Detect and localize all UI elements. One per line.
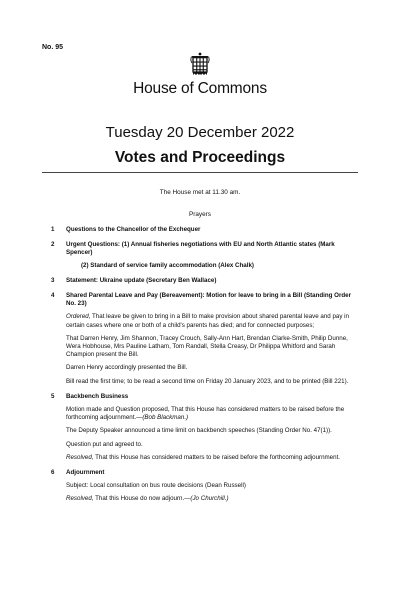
item-heading: Statement: Ukraine update (Secretary Ben Wallace) [66, 276, 217, 284]
list-item [42, 292, 360, 386]
item-number: 2 [51, 241, 55, 249]
list-item [42, 226, 360, 234]
list-item [42, 277, 360, 285]
item-number: 4 [51, 292, 55, 300]
list-item [42, 393, 360, 462]
item-heading: Shared Parental Leave and Pay (Bereavement): Motion for leave to bring in a Bill (Standing Order No. 23) [66, 292, 352, 308]
item-paragraph: Resolved, That this House do now adjourn.—(Jo Churchill.) [66, 495, 229, 503]
house-logo [0, 52, 400, 98]
item-paragraph: Bill read the first time; to be read a second time on Friday 20 January 2023, and to be printed (Bill 221). [66, 377, 349, 385]
item-paragraph: Subject: Local consultation on bus route decisions (Dean Russell) [66, 482, 246, 490]
prayers-text: Prayers [188, 211, 212, 218]
item-paragraph: Darren Henry accordingly presented the Bill. [66, 364, 188, 372]
house-met-text: The House met at 11.30 am. [159, 189, 241, 196]
item-subheading: (2) Standard of service family accommodation (Alex Chalk) [81, 261, 254, 269]
item-heading: Questions to the Chancellor of the Exchequer [66, 226, 201, 233]
item-heading: Adjournment [66, 469, 105, 477]
item-paragraph: Motion made and Question proposed, That this House has considered matters to be raised before the forthcoming adjournment.—(Bob Blackman.) [66, 406, 345, 422]
item-paragraph: The Deputy Speaker announced a time limit on backbench speeches (Standing Order No. 47(1)). [66, 427, 332, 435]
item-paragraph: Ordered, That leave be given to bring in a Bill to make provision about shared parental leave and pay in certain cases where one or both of a child's parents has died; and for connected purposes; [66, 313, 349, 329]
portcullis-icon [189, 52, 211, 78]
item-number: 6 [51, 469, 55, 477]
list-item [42, 241, 360, 270]
proceedings-list [42, 226, 360, 511]
item-number: 3 [51, 276, 55, 284]
issue-number: No. 95 [42, 44, 64, 51]
list-item [42, 469, 360, 504]
item-paragraph: Question put and agreed to. [66, 440, 143, 448]
item-heading: Urgent Questions: (1) Annual fisheries negotiations with EU and North Atlantic states (Mark Spencer) [66, 241, 335, 257]
item-heading: Backbench Business [66, 392, 129, 400]
title-divider [42, 172, 358, 173]
item-number: 1 [51, 226, 55, 233]
house-name: House of Commons [133, 80, 267, 97]
item-number: 5 [51, 392, 55, 400]
item-paragraph: Resolved, That this House has considered matters to be raised before the forthcoming adjournment. [66, 453, 341, 461]
item-paragraph: That Darren Henry, Jim Shannon, Tracey Crouch, Sally-Ann Hart, Brendan Clarke-Smith, Philip Dunne, Wera Hobhouse, Mrs Pauline Latham, Tom Randall, Stella Creasy, Dr Philippa Whitford and Sarah Champion present the Bill. [66, 334, 348, 359]
document-title: Votes and Proceedings [114, 149, 286, 166]
sitting-date: Tuesday 20 December 2022 [105, 124, 295, 141]
